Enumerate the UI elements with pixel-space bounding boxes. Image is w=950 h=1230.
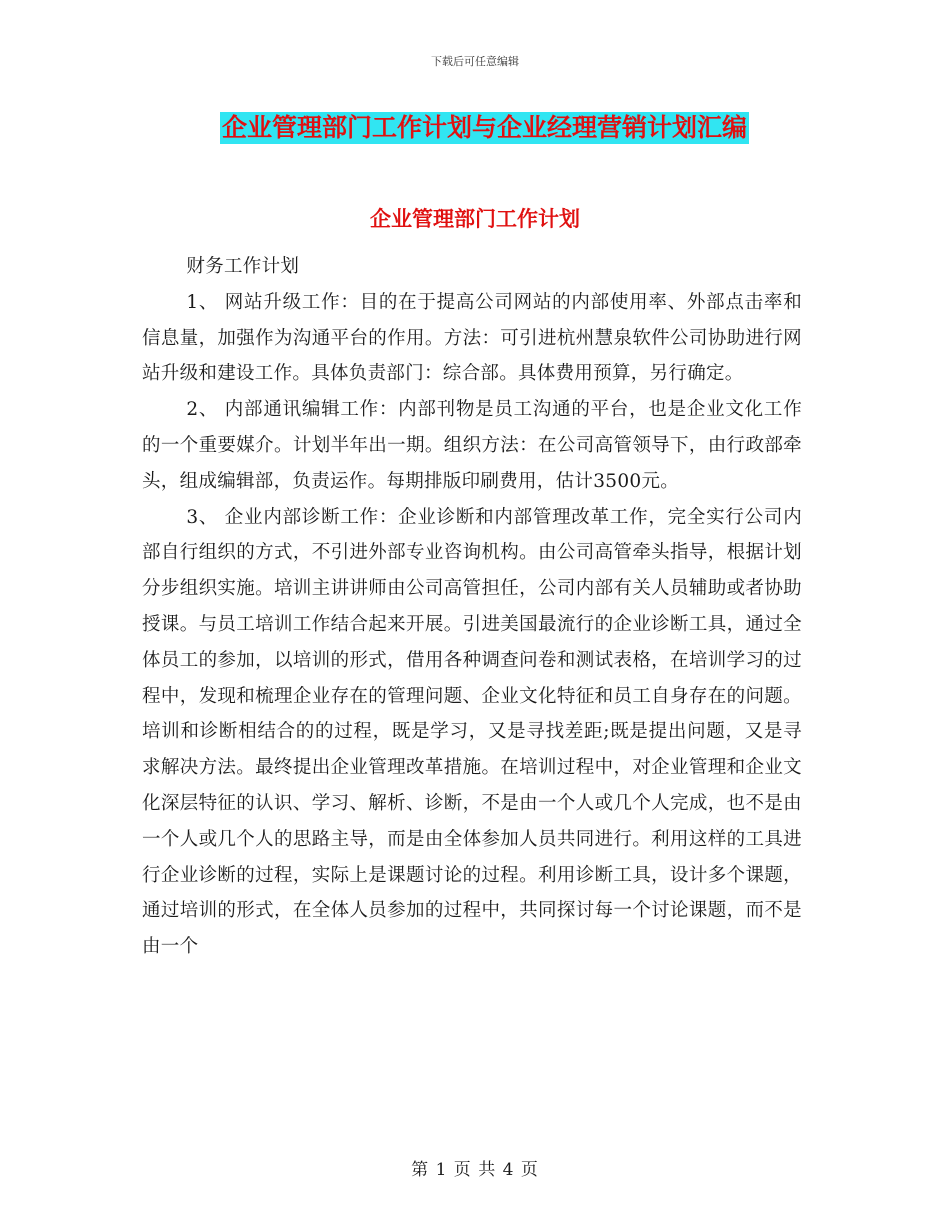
header-note: 下载后可任意编辑 <box>431 55 519 68</box>
paragraph-website-upgrade: 1、 网站升级工作：目的在于提高公司网站的内部使用率、外部点击率和信息量，加强作为沟通平台的作用。方法：可引进杭州慧泉软件公司协助进行网站升级和建设工作。具体负责部门：综合部。具体费用预算，另行确定。 <box>142 291 802 385</box>
paragraph-internal-newsletter: 2、 内部通讯编辑工作：内部刊物是员工沟通的平台，也是企业文化工作的一个重要媒介。计划半年出一期。组织方法：在公司高管领导下，由行政部牵头，组成编辑部，负责运作。每期排版印刷费用，估计3500元。 <box>142 399 802 492</box>
section-title: 企业管理部门工作计划 <box>370 206 580 231</box>
paragraph-finance-plan: 财务工作计划 <box>186 256 300 277</box>
document-title: 企业管理部门工作计划与企业经理营销计划汇编 <box>222 113 748 142</box>
document-body <box>142 249 802 965</box>
page-number-footer: 第 1 页 共 4 页 <box>411 1160 539 1180</box>
paragraph-internal-diagnosis: 3、 企业内部诊断工作：企业诊断和内部管理改革工作，完全实行公司内部自行组织的方式，不引进外部专业咨询机构。由公司高管牵头指导，根据计划分步组织实施。培训主讲讲师由公司高管担任，公司内部有关人员辅助或者协助授课。与员工培训工作结合起来开展。引进美国最流行的企业诊断工具，通过全体员工的参加，以培训的形式，借用各种调查问卷和测试表格，在培训学习的过程中，发现和梳理企业存在的管理问题、企业文化特征和员工自身存在的问题。培训和诊断相结合的的过程，既是学习，又是寻找差距;既是提出问题，又是寻求解决方法。最终提出企业管理改革措施。在培训过程中，对企业管理和企业文化深层特征的认识、学习、解析、诊断，不是由一个人或几个人完成，也不是由一个人或几个人的思路主导，而是由全体参加人员共同进行。利用这样的工具进行企业诊断的过程，实际上是课题讨论的过程。利用诊断工具，设计多个课题，通过培训的形式，在全体人员参加的过程中，共同探讨每一个讨论课题，而不是由一个 <box>142 506 802 958</box>
